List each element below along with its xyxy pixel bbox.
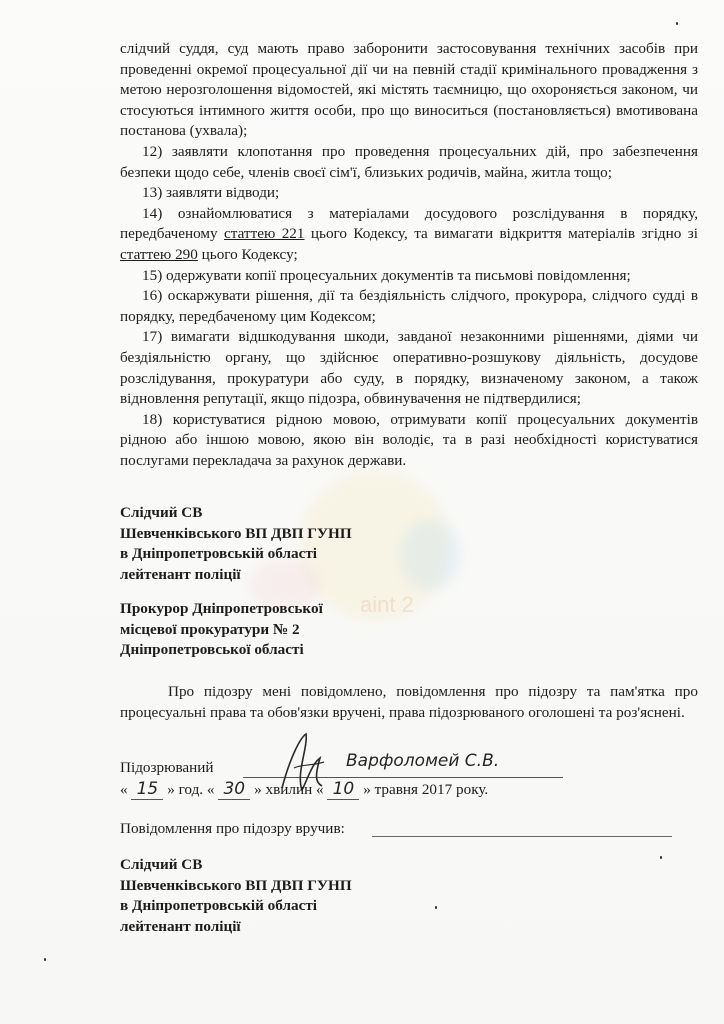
minutes-quote-open: « [206,781,215,798]
investigator-region: в Дніпропетровській області [120,545,318,563]
rights-list [120,39,698,471]
prosecutor-signature-block [120,599,323,661]
minutes-value: 30 [218,779,250,800]
scan-speck [676,22,678,25]
suspect-label: Підозрюваний [120,759,214,776]
watermark-text: aint 2 [360,592,414,617]
article-290-link[interactable]: статтею 290 [120,245,198,263]
investigator-department: Шевченківського ВП ДВП ГУНП [120,524,352,542]
notice-text: Про підозру мені повідомлено, повідомлення про підозру та пам'ятка про процесуальні права та обов'язки вручені, права підозрюваного оголошені та роз'яснені. [120,683,698,721]
hour-value: 15 [131,779,163,800]
investigator-signature-block [120,503,352,585]
investigator-department: Шевченківського ВП ДВП ГУНП [120,876,352,894]
item14-text-middle: цього Кодексу, та вимагати відкриття матеріалів згідно зі [304,225,698,243]
right-item-18: 18) користуватися рідною мовою, отримувати копії процесуальних документів рідною або іншою мовою, якою він володіє, та в разі необхідності користуватися послугами перекладача за рахунок держави. [120,410,698,469]
suspicion-notice [120,682,698,723]
right-item-17: 17) вимагати відшкодування шкоди, завданої незаконними рішеннями, діями чи бездіяльністю органу, що здійснює оперативно-розшукову діяльність, досудове розслідування, прокуратури або суду, в порядку, визначеному законом, а також відновлення репутації, якщо підозра, обвинувачення не підтвердилися; [120,328,698,408]
right-item-14 [120,204,698,266]
minutes-quote-close: » [254,781,262,798]
right-item-13: 13) заявляти відводи; [142,184,280,202]
scan-speck [435,906,437,909]
investigator-region: в Дніпропетровській області [120,897,318,915]
prosecutor-title: Прокурор Дніпропетровської [120,600,323,617]
scan-speck [660,856,662,859]
item14-text-before: 14) ознайомлюватися з матеріалами досудового розслідування в порядку, передбаченому [120,204,698,243]
investigator-title: Слідчий СВ [120,504,203,521]
hour-quote-open: « [120,781,128,798]
day-quote-open: « [316,781,324,798]
month-year: травня 2017 року. [374,781,489,798]
right-item-12: 12) заявляти клопотання про проведення процесуальних дій, про забезпечення безпеки щодо себе, членів своєї сім'ї, близьких родичів, майна, житла тощо; [120,142,698,181]
hour-label: год. [178,781,204,798]
notice-datetime [120,779,488,800]
investigator-rank: лейтенант поліції [120,565,241,583]
suspect-handwritten-name: Варфоломей С.В. [346,751,500,771]
day-quote-close: » [363,781,371,798]
prosecutor-office: місцевої прокуратури № 2 [120,620,300,638]
delivered-by-line [372,836,672,837]
right-item-16: 16) оскаржувати рішення, дії та бездіяльність слідчого, прокурора, слідчого судді в порядку, передбаченому цим Кодексом; [120,287,698,325]
article-221-link[interactable]: статтею 221 [224,225,305,243]
scan-speck [44,958,46,961]
investigator-title: Слідчий СВ [120,856,203,873]
investigator-rank: лейтенант поліції [120,917,241,935]
right-item-15: 15) одержувати копії процесуальних документів та письмові повідомлення; [142,266,631,284]
item14-text-after: цього Кодексу; [197,245,298,263]
paragraph-continuation: слідчий суддя, суд мають право заборонити застосовування технічних засобів при проведенні окремої процесуальної дії чи на певній стадії кримінального провадження з метою нерозголошення відомостей, які містять таємницю, що охороняється законом, чи стосуються інтимного життя особи, про що виноситься (постановляється) вмотивована постанова (ухвала); [120,40,698,140]
hour-quote-close: » [167,781,175,798]
prosecutor-region: Дніпропетровської області [120,641,304,659]
day-value: 10 [327,779,359,800]
delivered-by-label: Повідомлення про підозру вручив: [120,820,345,837]
delivering-investigator-block [120,855,352,937]
minutes-label: хвилин [265,781,313,798]
paper-stain [400,520,460,590]
